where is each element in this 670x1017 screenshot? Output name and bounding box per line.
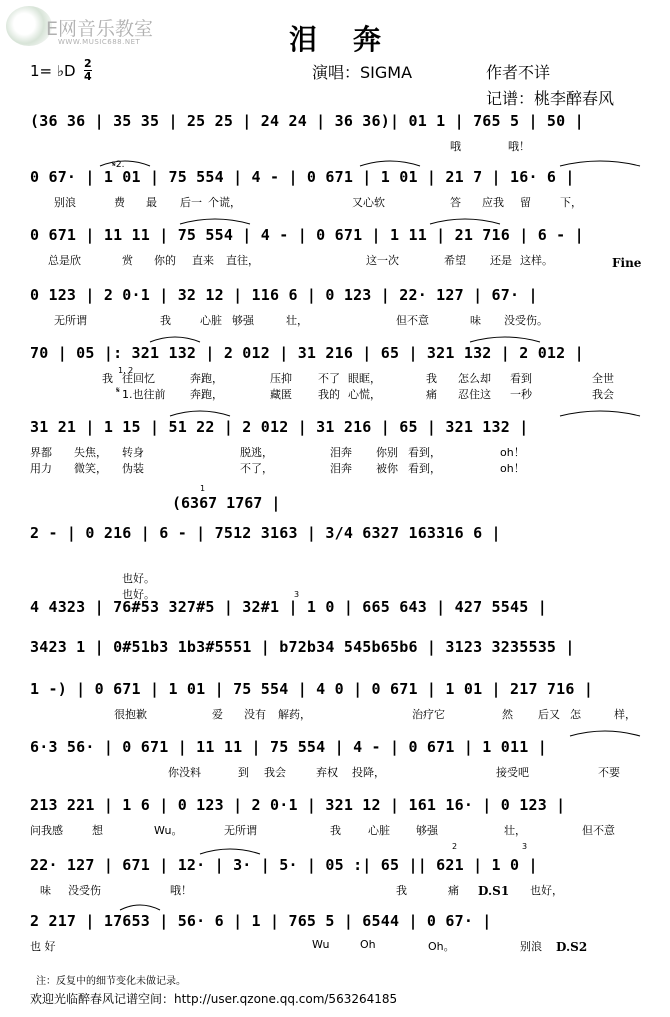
lyric-word: 但不意: [582, 824, 615, 837]
notation-row: 22· 127 | 671 | 12· | 3· | 5· | 05 :| 65 || 621 | 1 0 |: [30, 856, 538, 874]
ds2-mark: D.S2: [556, 940, 588, 954]
slur-arc: [170, 411, 230, 416]
lyric-word: 界都: [30, 446, 52, 459]
lyric-word: 费: [114, 196, 125, 209]
lyric-word: 我: [426, 372, 437, 385]
lyric-word: 投降，: [352, 766, 385, 779]
notation-row: (36 36 | 35 35 | 25 25 | 24 24 | 36 36)| 01 1 | 765 5 | 50 |: [30, 112, 584, 130]
lyric-word: 我会: [264, 766, 286, 779]
lyric-word: 很抱歉: [114, 708, 147, 721]
lyric-word: 无所谓: [54, 314, 87, 327]
notation-row: 2 - | 0 216 | 6 - | 7512 3163 | 3/4 6327 163316 6 |: [30, 524, 501, 542]
singer: 演唱：SIGMA: [312, 63, 413, 82]
lyric-word: 壮，: [286, 314, 308, 327]
lyric-word: 别浪: [54, 196, 76, 209]
lyric-word: 也好，: [530, 884, 563, 897]
lyric-word: 弃权: [316, 766, 338, 779]
lyric-word: 我: [102, 372, 113, 385]
slur-arc: [430, 219, 500, 224]
slur-arc: [470, 337, 540, 342]
notation-row: 213 221 | 1 6 | 0 123 | 2 0·1 | 321 12 | 161 16· | 0 123 |: [30, 796, 566, 814]
slur-arc: [180, 219, 250, 224]
slur-arc: [100, 161, 150, 166]
lyric-word: 问我感: [30, 824, 63, 837]
author: 作者不详: [486, 63, 551, 82]
lyric-word: 直往，: [226, 254, 259, 267]
ds1-mark: D.S1: [478, 884, 510, 898]
lyric-word: 藏匿: [270, 388, 292, 401]
lyric-word: 希望: [444, 254, 466, 267]
lyric-word: 脱逃，: [240, 446, 273, 459]
lyric-word: 眼眶，: [348, 372, 381, 385]
lyric-word: 微笑，: [74, 462, 107, 475]
lyric-word: 味: [40, 884, 51, 897]
lyric-word: 心慌，: [348, 388, 381, 401]
lyric-word: 无所谓: [224, 824, 257, 837]
lyric-word: 最: [146, 196, 157, 209]
segno-1: 𝄋: [116, 386, 120, 396]
lyric-word: 爱: [212, 708, 223, 721]
triplet-mark: 3: [294, 590, 300, 599]
lyric-word: 心脏: [200, 314, 222, 327]
lyric-word: Oh: [360, 938, 376, 951]
lyric-word: 别浪: [520, 940, 542, 953]
lyric-word: 我: [160, 314, 171, 327]
lyric-word: oh！: [500, 462, 525, 475]
lyric-word: 够强: [416, 824, 438, 837]
lyric-word: 被你: [376, 462, 398, 475]
lyric-word: 痛: [448, 884, 459, 897]
lyric-word: 没有: [244, 708, 266, 721]
lyric-word: 后又: [538, 708, 560, 721]
fine-mark: Fine: [612, 256, 642, 270]
key-signature: 1= ♭D: [30, 62, 76, 80]
lyric-word: 心脏: [368, 824, 390, 837]
lyric-word: 也好。: [122, 588, 155, 601]
lyric-word: 样，: [614, 708, 636, 721]
lyric-word: 还是: [490, 254, 512, 267]
lyric-word: 不了，: [240, 462, 273, 475]
lyric-word: 1.也往前: [122, 388, 166, 401]
lyric-word: Wu。: [154, 824, 183, 837]
lyric-word: 壮，: [504, 824, 526, 837]
slur-arc: [560, 161, 640, 166]
logo-url: WWW.MUSIC688.NET: [58, 38, 141, 46]
lyric-word: 又心软: [352, 196, 385, 209]
slur-arc: [360, 161, 420, 166]
lyric-word: 我会: [592, 388, 614, 401]
lyric-word: 伪装: [122, 462, 144, 475]
lyric-word: 解药，: [278, 708, 311, 721]
lyric-word: 直来: [192, 254, 214, 267]
lyric-word: 个谎，: [208, 196, 241, 209]
lyric-word: 压抑: [270, 372, 292, 385]
lyric-word: 哦: [450, 140, 461, 153]
lyric-word: 但不意: [396, 314, 429, 327]
lyric-word: oh！: [500, 446, 525, 459]
lyric-word: 够强: [232, 314, 254, 327]
lyric-word: 然: [502, 708, 513, 721]
lyric-word: 不了: [318, 372, 340, 385]
notation-row: 3423 1 | 0#51b3 1b3#5551 | b72b34 545b65b6 | 3123 3235535 |: [30, 638, 575, 656]
lyric-word: 你的: [154, 254, 176, 267]
lyric-word: 应我: [482, 196, 504, 209]
notation-row: 31 21 | 1 15 | 51 22 | 2 012 | 31 216 | 65 | 321 132 |: [30, 418, 529, 436]
slur-arc: [150, 337, 200, 342]
lyric-word: 你没料: [168, 766, 201, 779]
lyric-word: 你别: [376, 446, 398, 459]
footnote: 注：反复中的细节变化未做记录。: [36, 976, 186, 987]
lyric-word: 泪奔: [330, 446, 352, 459]
lyric-word: 看到，: [408, 462, 441, 475]
slur-arc: [120, 905, 160, 910]
lyric-word: 用力: [30, 462, 52, 475]
lyric-word: 往回忆: [122, 372, 155, 385]
lyric-word: 全世: [592, 372, 614, 385]
lyric-word: 我: [330, 824, 341, 837]
lyric-word: 怎: [570, 708, 581, 721]
lyric-word: 没受伤: [68, 884, 101, 897]
footer-link-text: 欢迎光临醉春风记谱空间：http://user.qzone.qq.com/563264185: [30, 992, 398, 1006]
lyric-word: 留: [520, 196, 531, 209]
lyric-word: 奔跑，: [190, 388, 223, 401]
lyric-word: 赏: [122, 254, 133, 267]
lyric-word: 奔跑，: [190, 372, 223, 385]
notation-row: 70 | 05 |: 321 132 | 2 012 | 31 216 | 65 | 321 132 | 2 012 |: [30, 344, 584, 362]
lyric-word: 我的: [318, 388, 340, 401]
slur-arc: [570, 731, 640, 736]
lyric-word: 接受吧: [496, 766, 529, 779]
notation-row: 0 123 | 2 0·1 | 32 12 | 116 6 | 0 123 | 22· 127 | 67· |: [30, 286, 538, 304]
notation-row: 6·3 56· | 0 671 | 11 11 | 75 554 | 4 - | 0 671 | 1 011 |: [30, 738, 547, 756]
lyric-word: 怎么却: [458, 372, 491, 385]
notation-row: 2 217 | 17653 | 56· 6 | 1 | 765 5 | 6544 | 0 67· |: [30, 912, 492, 930]
lyric-word: 不要: [598, 766, 620, 779]
time-bottom: 4: [84, 70, 92, 83]
volta-2: 2: [452, 842, 458, 851]
lyric-word: 看到: [510, 372, 532, 385]
lyric-word: Wu: [312, 938, 330, 951]
lyric-word: 转身: [122, 446, 144, 459]
lyric-word: Oh。: [428, 940, 455, 953]
notation-row: 1 -) | 0 671 | 1 01 | 75 554 | 4 0 | 0 671 | 1 01 | 217 716 |: [30, 680, 594, 698]
arranger: 记谱：桃李醉春风: [486, 89, 615, 108]
notation-row: 0 671 | 11 11 | 75 554 | 4 - | 0 671 | 1 11 | 21 716 | 6 - |: [30, 226, 584, 244]
notation-row: 0 67· | 1 01 | 75 554 | 4 - | 0 671 | 1 01 | 21 7 | 16· 6 |: [30, 168, 575, 186]
lyric-word: 这一次: [366, 254, 399, 267]
lyric-word: 到: [238, 766, 249, 779]
song-title: 泪奔: [288, 23, 417, 56]
lyric-word: 一秒: [510, 388, 532, 401]
time-top: 2: [84, 57, 92, 70]
lyric-word: 哦！: [170, 884, 192, 897]
lyric-word: 味: [470, 314, 481, 327]
lyric-word: 想: [92, 824, 103, 837]
volta-3: 3: [522, 842, 528, 851]
notation-row: 4 4323 | 76#53 327#5 | 32#1 | 1 0 | 665 643 | 427 5545 |: [30, 598, 547, 616]
lyric-word: 这样。: [520, 254, 553, 267]
logo-text: E网音乐教室: [46, 18, 154, 40]
lyric-word: 也好。: [122, 572, 155, 585]
lyric-word: 治疗它: [412, 708, 445, 721]
lyric-word: 后一: [180, 196, 202, 209]
lyric-word: 忍住这: [458, 388, 491, 401]
lyric-word: 哦！: [508, 140, 530, 153]
volta-1: 1: [200, 484, 206, 493]
overlay-phrase: (6367 1767 |: [172, 494, 281, 512]
lyric-word: 痛: [426, 388, 437, 401]
lyric-word: 失焦，: [74, 446, 107, 459]
segno-2: 𝄋2.: [112, 160, 125, 170]
lyric-word: 答: [450, 196, 461, 209]
lyric-word: 我: [396, 884, 407, 897]
slur-arc: [560, 411, 640, 416]
lyric-word: 没受伤。: [504, 314, 548, 327]
lyric-word: 看到，: [408, 446, 441, 459]
lyric-word: 泪奔: [330, 462, 352, 475]
lyric-word: 也 好: [30, 940, 56, 953]
lyric-word: 下，: [560, 196, 582, 209]
slur-arc: [200, 849, 260, 854]
lyric-word: 总是欣: [48, 254, 81, 267]
volta-1-2: 1. 2: [118, 366, 134, 375]
